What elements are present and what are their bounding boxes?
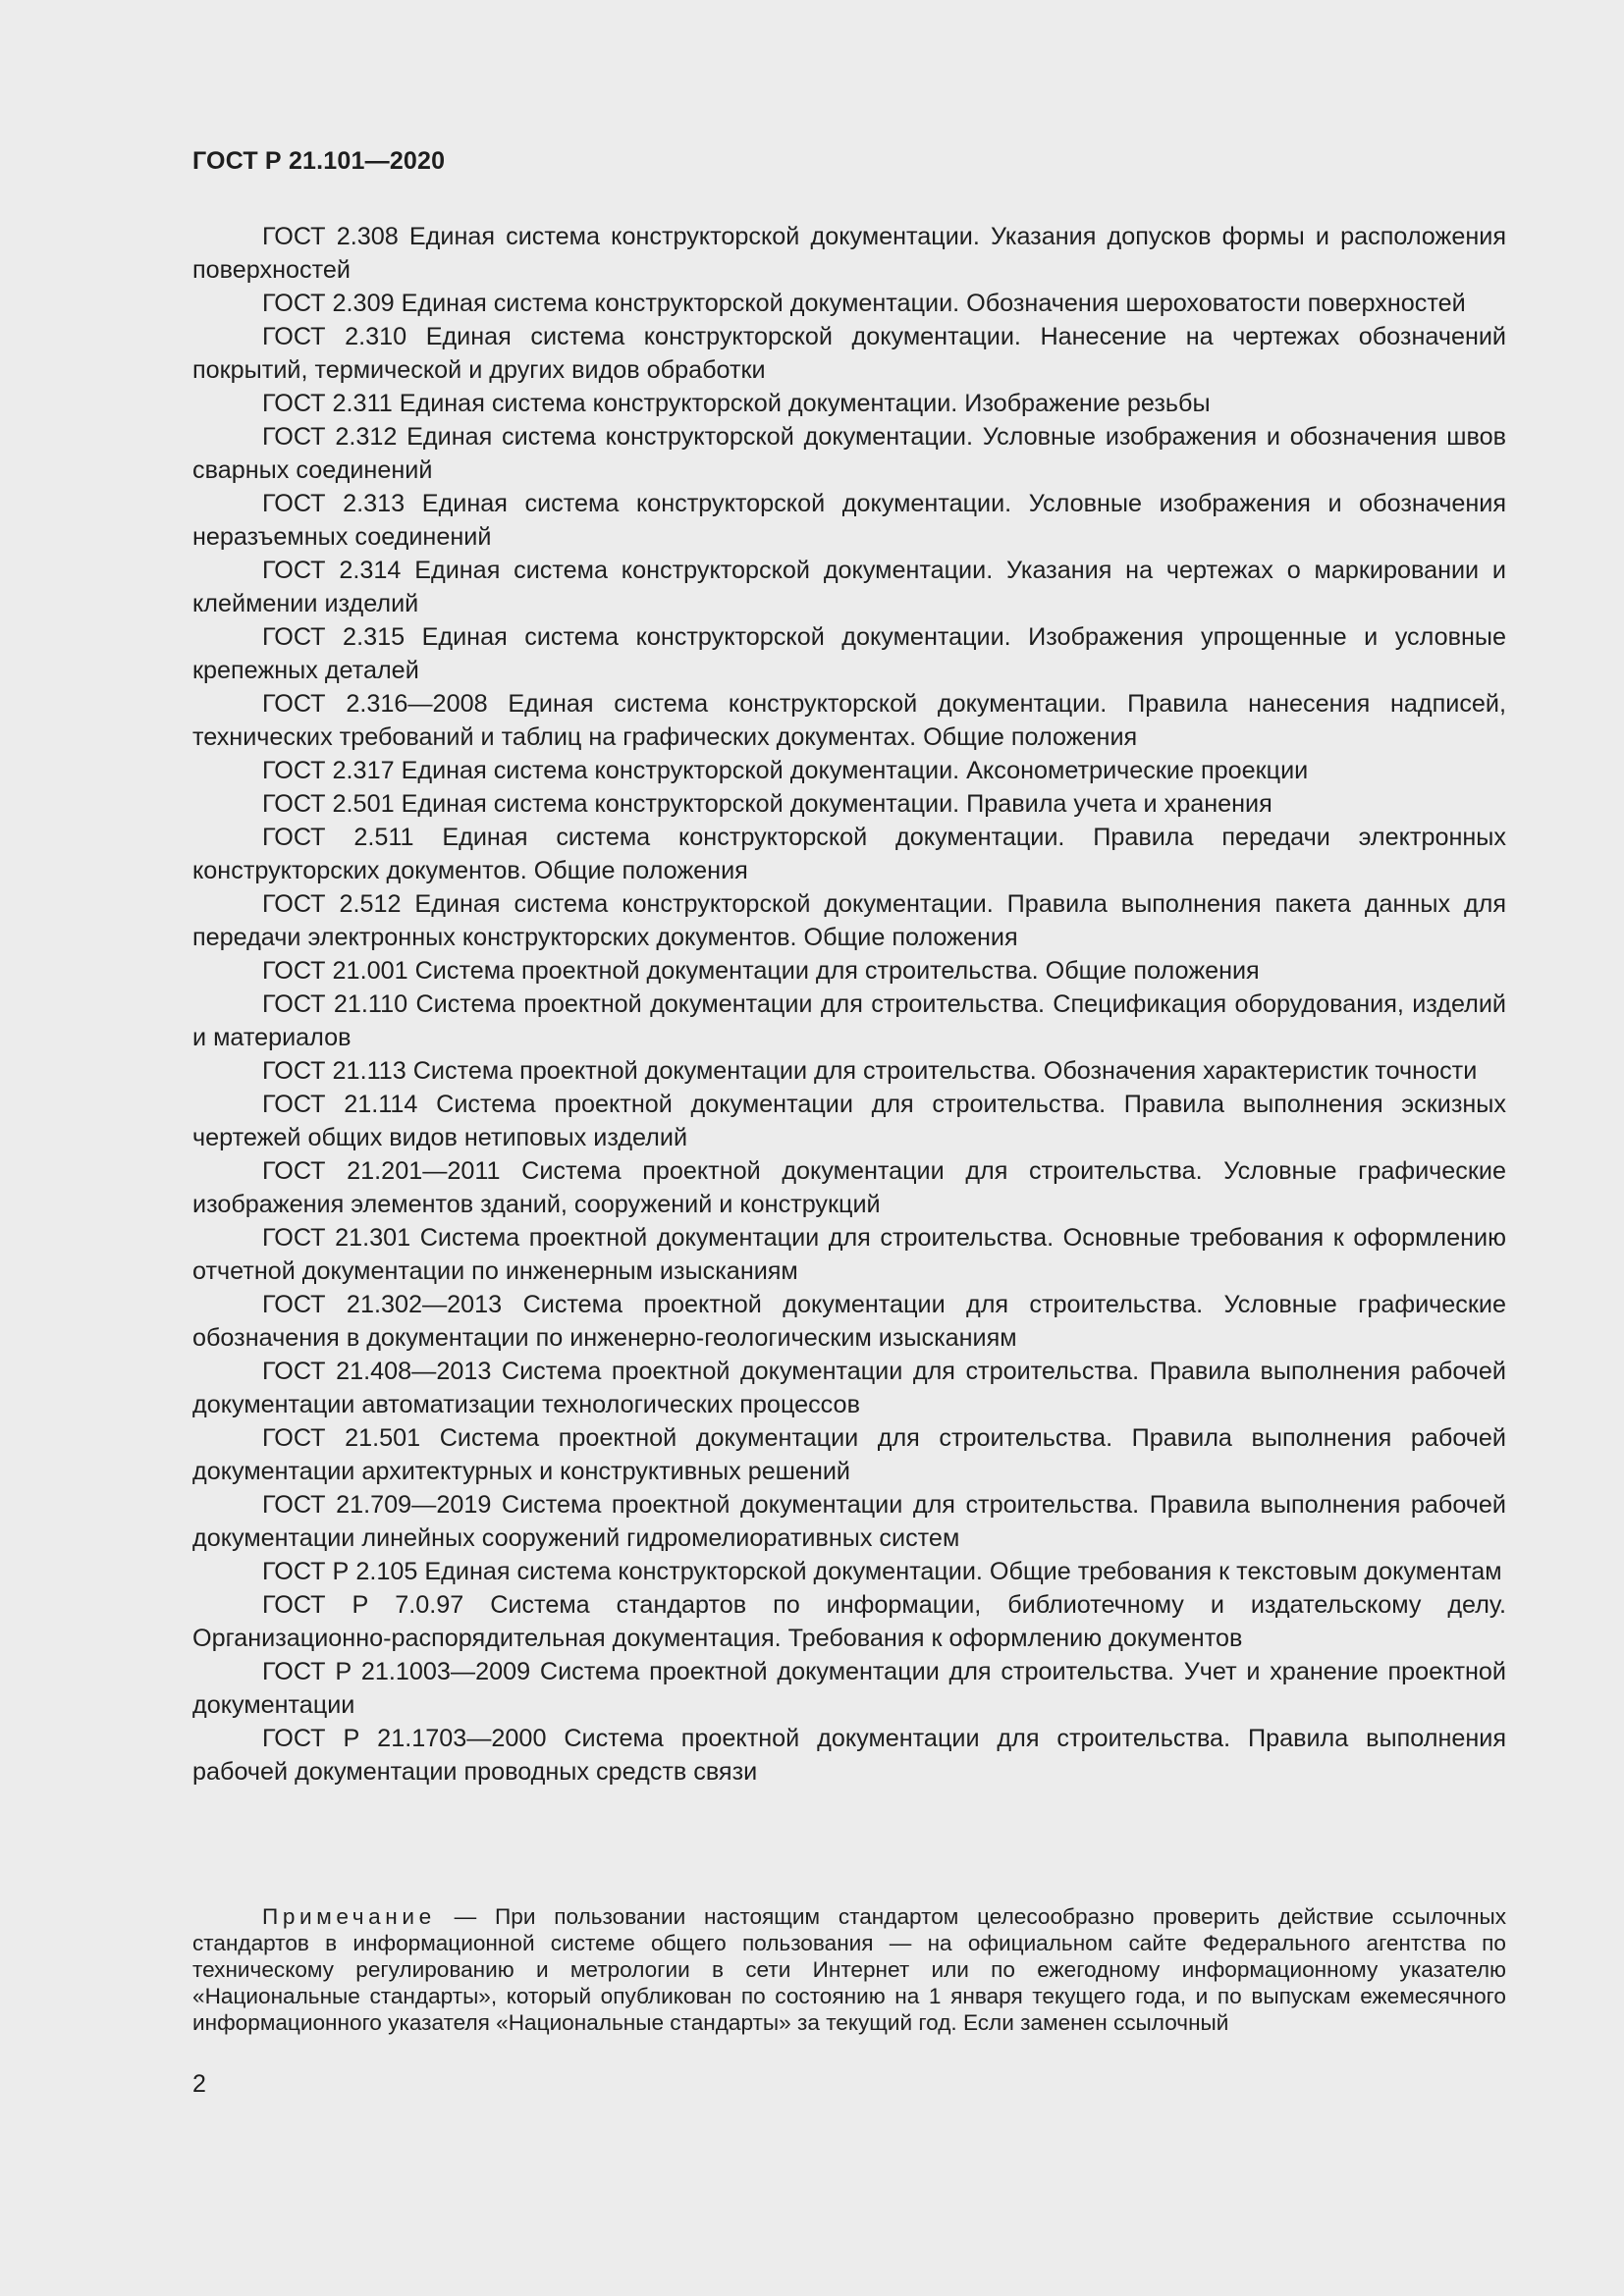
reference-item: ГОСТ 21.114 Система проектной документации для строительства. Правила выполнения эскизных чертежей общих видов нетиповых изделий [192,1091,1506,1151]
reference-item: ГОСТ Р 21.1003—2009 Система проектной документации для строительства. Учет и хранение проектной документации [192,1658,1506,1719]
reference-item: ГОСТ Р 7.0.97 Система стандартов по информации, библиотечному и издательскому делу. Организационно-распорядительная документация. Требования к оформлению документов [192,1591,1506,1652]
reference-item: ГОСТ 21.709—2019 Система проектной документации для строительства. Правила выполнения рабочей документации линейных сооружений гидромелиоративных систем [192,1491,1506,1552]
page-number: 2 [192,2070,206,2098]
reference-item: ГОСТ 21.113 Система проектной документации для строительства. Обозначения характеристик точности [262,1057,1478,1085]
reference-item: ГОСТ 2.316—2008 Единая система конструкторской документации. Правила нанесения надписей, технических требований и таблиц на графических документах. Общие положения [192,690,1506,751]
note-text: При пользовании настоящим стандартом целесообразно проверить действие ссылочных стандартов в информационной системе общего пользования — на официальном сайте Федерального агентства по техническому регулированию и метрологии в сети Интернет или по ежегодному информационному указателю «Национальные стандарты», который опубликован по состоянию на 1 января текущего года, и по выпускам ежемесячного информационного указателя «Национальные стандарты» за текущий год. Если заменен ссылочный [192,1904,1507,2035]
reference-item: ГОСТ 2.311 Единая система конструкторской документации. Изображение резьбы [262,390,1211,417]
reference-item: ГОСТ 2.315 Единая система конструкторской документации. Изображения упрощенные и условные крепежных деталей [192,623,1506,684]
note-label: Примечание [262,1904,436,1929]
reference-item: ГОСТ Р 2.105 Единая система конструкторской документации. Общие требования к текстовым документам [262,1558,1502,1585]
page-header-doc-code: ГОСТ Р 21.101—2020 [192,147,446,175]
reference-item: ГОСТ 21.201—2011 Система проектной документации для строительства. Условные графические изображения элементов зданий, сооружений и конструкций [192,1157,1506,1218]
reference-item: ГОСТ 21.501 Система проектной документации для строительства. Правила выполнения рабочей документации архитектурных и конструктивных решений [192,1424,1506,1485]
note-paragraph [192,1903,1506,2036]
reference-item: ГОСТ 21.408—2013 Система проектной документации для строительства. Правила выполнения рабочей документации автоматизации технологических процессов [192,1358,1506,1418]
reference-item: ГОСТ 2.314 Единая система конструкторской документации. Указания на чертежах о маркировании и клеймении изделий [192,557,1506,617]
reference-item: ГОСТ 2.312 Единая система конструкторской документации. Условные изображения и обозначения швов сварных соединений [192,423,1506,484]
reference-item: ГОСТ 21.001 Система проектной документации для строительства. Общие положения [262,957,1260,985]
reference-item: ГОСТ 2.313 Единая система конструкторской документации. Условные изображения и обозначения неразъемных соединений [192,490,1506,551]
reference-item: ГОСТ 2.309 Единая система конструкторской документации. Обозначения шероховатости поверхностей [262,290,1466,317]
reference-item: ГОСТ 2.310 Единая система конструкторской документации. Нанесение на чертежах обозначений покрытий, термической и других видов обработки [192,323,1506,384]
reference-item: ГОСТ Р 21.1703—2000 Система проектной документации для строительства. Правила выполнения рабочей документации проводных средств связи [192,1725,1506,1786]
reference-item: ГОСТ 21.301 Система проектной документации для строительства. Основные требования к оформлению отчетной документации по инженерным изысканиям [192,1224,1506,1285]
reference-item: ГОСТ 2.512 Единая система конструкторской документации. Правила выполнения пакета данных для передачи электронных конструкторских документов. Общие положения [192,890,1506,951]
reference-item: ГОСТ 2.511 Единая система конструкторской документации. Правила передачи электронных конструкторских документов. Общие положения [192,824,1506,884]
reference-item: ГОСТ 2.501 Единая система конструкторской документации. Правила учета и хранения [262,790,1272,818]
reference-item: ГОСТ 2.317 Единая система конструкторской документации. Аксонометрические проекции [262,757,1309,784]
normative-references-list [192,220,1506,1789]
reference-item: ГОСТ 21.110 Система проектной документации для строительства. Спецификация оборудования, изделий и материалов [192,990,1506,1051]
reference-item: ГОСТ 2.308 Единая система конструкторской документации. Указания допусков формы и расположения поверхностей [192,223,1506,284]
reference-item: ГОСТ 21.302—2013 Система проектной документации для строительства. Условные графические обозначения в документации по инженерно-геологическим изысканиям [192,1291,1506,1352]
note-dash: — [454,1904,477,1929]
